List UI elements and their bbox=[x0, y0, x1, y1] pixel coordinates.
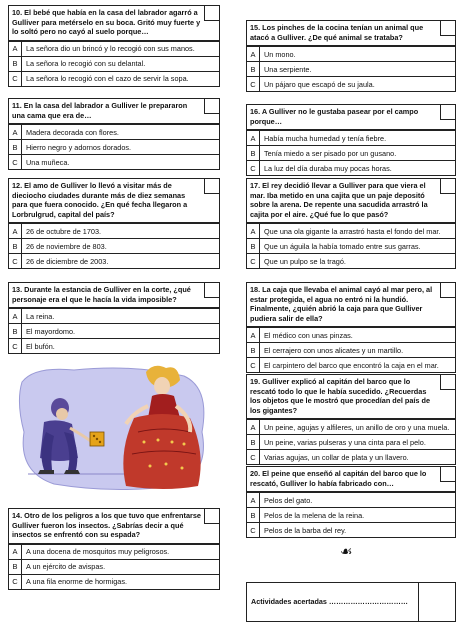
question-14 bbox=[8, 508, 220, 590]
option-letter: B bbox=[247, 62, 260, 76]
option-text: Una serpiente. bbox=[264, 64, 312, 74]
question-11 bbox=[8, 98, 220, 170]
option-letter: C bbox=[9, 339, 22, 353]
option-b[interactable] bbox=[247, 61, 455, 76]
question-12 bbox=[8, 178, 220, 269]
answer-box[interactable] bbox=[440, 467, 455, 482]
option-text: Pelos del gato. bbox=[264, 495, 313, 505]
answer-box[interactable] bbox=[204, 99, 219, 114]
question-10 bbox=[8, 5, 220, 87]
option-text: Tenía miedo a ser pisado por un gusano. bbox=[264, 148, 397, 158]
answer-box[interactable] bbox=[204, 6, 219, 21]
option-text: 26 de diciembre de 2003. bbox=[26, 256, 109, 266]
option-text: El carpintero del barco que encontró la caja en el mar. bbox=[264, 360, 439, 370]
option-b[interactable] bbox=[247, 507, 455, 522]
score-box bbox=[246, 582, 456, 622]
answer-box[interactable] bbox=[204, 179, 219, 194]
option-text: La reina. bbox=[26, 311, 55, 321]
option-text: Una muñeca. bbox=[26, 157, 70, 167]
option-letter: A bbox=[9, 125, 22, 139]
option-letter: A bbox=[247, 328, 260, 342]
option-letter: B bbox=[9, 560, 22, 574]
option-letter: B bbox=[9, 324, 22, 338]
option-b[interactable] bbox=[247, 145, 455, 160]
option-c[interactable] bbox=[9, 338, 219, 353]
option-text: Hierro negro y adornos dorados. bbox=[26, 142, 132, 152]
option-c[interactable] bbox=[247, 357, 455, 372]
option-letter: B bbox=[247, 435, 260, 449]
option-letter: A bbox=[247, 131, 260, 145]
option-a[interactable] bbox=[247, 46, 455, 61]
option-text: La señora dio un brincó y lo recogió con sus manos. bbox=[26, 44, 195, 54]
option-text: La señora lo recogió con el cazo de servir la sopa. bbox=[26, 74, 189, 84]
answer-box[interactable] bbox=[204, 509, 219, 524]
answer-box[interactable] bbox=[440, 283, 455, 298]
option-letter: C bbox=[247, 450, 260, 464]
option-b[interactable] bbox=[247, 434, 455, 449]
option-text: Un peine, agujas y alfileres, un anillo de oro y una muela. bbox=[264, 422, 450, 432]
option-c[interactable] bbox=[247, 160, 455, 175]
question-20 bbox=[246, 466, 456, 538]
option-letter: C bbox=[247, 77, 260, 91]
option-c[interactable] bbox=[247, 253, 455, 268]
option-c[interactable] bbox=[9, 71, 219, 86]
option-text: A una fila enorme de hormigas. bbox=[26, 577, 127, 587]
option-c[interactable] bbox=[9, 154, 219, 169]
question-text: 17. El rey decidió llevar a Gulliver para que viera el mar. Iba metido en una cajita que un paje depositó sobre la arena. De repente una sacudida arrastró la cajita por el aire. ¿Qué fue lo que pasó? bbox=[247, 179, 455, 223]
option-text: Un pájaro que escapó de su jaula. bbox=[264, 79, 375, 89]
option-letter: B bbox=[247, 146, 260, 160]
option-b[interactable] bbox=[247, 342, 455, 357]
option-c[interactable] bbox=[9, 253, 219, 268]
option-letter: C bbox=[9, 72, 22, 86]
question-18 bbox=[246, 282, 456, 373]
option-text: 26 de noviembre de 803. bbox=[26, 241, 107, 251]
option-b[interactable] bbox=[9, 238, 219, 253]
option-b[interactable] bbox=[9, 139, 219, 154]
answer-box[interactable] bbox=[440, 179, 455, 194]
option-text: A un ejército de avispas. bbox=[26, 562, 106, 572]
answer-box[interactable] bbox=[440, 375, 455, 390]
option-text: Varias agujas, un collar de plata y un llavero. bbox=[264, 452, 409, 462]
option-text: Un peine, varias pulseras y una cinta para el pelo. bbox=[264, 437, 426, 447]
option-a[interactable] bbox=[247, 223, 455, 238]
option-letter: A bbox=[9, 545, 22, 559]
option-text: El mayordomo. bbox=[26, 326, 76, 336]
dice-cube bbox=[90, 432, 104, 446]
option-letter: B bbox=[247, 239, 260, 253]
option-a[interactable] bbox=[247, 130, 455, 145]
option-letter: C bbox=[247, 161, 260, 175]
question-17 bbox=[246, 178, 456, 269]
option-letter: A bbox=[9, 309, 22, 323]
option-a[interactable] bbox=[247, 419, 455, 434]
option-a[interactable] bbox=[247, 327, 455, 342]
question-text: 15. Los pinches de la cocina tenían un animal que atacó a Gulliver. ¿De qué animal se trataba? bbox=[247, 21, 455, 46]
question-text: 10. El bebé que había en la casa del labrador agarró a Gulliver para metérselo en su boca. Gritó muy fuerte y lo soltó pero no cayó al suelo porque… bbox=[9, 6, 219, 41]
question-16 bbox=[246, 104, 456, 176]
option-a[interactable] bbox=[247, 492, 455, 507]
question-text: 19. Gulliver explicó al capitán del barco que lo rescató todo lo que le había sucedido. ¿Recuerdas los objetos que le mostró que procedían del país de los gigantes? bbox=[247, 375, 455, 419]
option-c[interactable] bbox=[247, 449, 455, 464]
option-c[interactable] bbox=[247, 522, 455, 537]
option-c[interactable] bbox=[247, 76, 455, 91]
option-b[interactable] bbox=[9, 56, 219, 71]
question-15 bbox=[246, 20, 456, 92]
option-a[interactable] bbox=[9, 124, 219, 139]
option-text: Que un águila la había tomado entre sus garras. bbox=[264, 241, 421, 251]
question-text: 20. El peine que enseñó al capitán del barco que lo rescató, Gulliver lo había fabricado con… bbox=[247, 467, 455, 492]
question-13 bbox=[8, 282, 220, 354]
answer-box[interactable] bbox=[440, 21, 455, 36]
option-letter: B bbox=[9, 239, 22, 253]
answer-box[interactable] bbox=[440, 105, 455, 120]
option-letter: B bbox=[247, 343, 260, 357]
question-text: 11. En la casa del labrador a Gulliver le prepararon una cama que era de… bbox=[9, 99, 219, 124]
option-letter: A bbox=[9, 42, 22, 56]
option-text: Madera decorada con flores. bbox=[26, 127, 119, 137]
option-text: Un mono. bbox=[264, 49, 296, 59]
option-letter: C bbox=[9, 254, 22, 268]
option-letter: A bbox=[247, 420, 260, 434]
option-letter: B bbox=[247, 508, 260, 522]
option-c[interactable] bbox=[9, 574, 219, 589]
option-letter: C bbox=[247, 358, 260, 372]
option-b[interactable] bbox=[9, 559, 219, 574]
option-b[interactable] bbox=[247, 238, 455, 253]
question-text: 16. A Gulliver no le gustaba pasear por el campo porque… bbox=[247, 105, 455, 130]
option-text: La señora lo recogió con su delantal. bbox=[26, 59, 146, 69]
option-letter: B bbox=[9, 57, 22, 71]
option-letter: A bbox=[247, 47, 260, 61]
gulliver-illustration bbox=[14, 362, 214, 494]
option-text: Pelos de la melena de la reina. bbox=[264, 510, 365, 520]
option-text: El bufón. bbox=[26, 341, 55, 351]
option-text: Que una ola gigante la arrastró hasta el fondo del mar. bbox=[264, 226, 441, 236]
question-text: 12. El amo de Gulliver lo llevó a visitar más de dieciocho ciudades durante más de diez semanas para que fuera conocido. ¿En qué fecha llegaron a Lorbrulgrud, capital del país? bbox=[9, 179, 219, 223]
option-a[interactable] bbox=[9, 223, 219, 238]
option-text: A una docena de mosquitos muy peligrosos. bbox=[26, 547, 170, 557]
option-letter: A bbox=[9, 224, 22, 238]
option-text: Había mucha humedad y tenía fiebre. bbox=[264, 133, 387, 143]
answer-box[interactable] bbox=[204, 283, 219, 298]
option-a[interactable] bbox=[9, 41, 219, 56]
flourish-ornament: ☙ bbox=[340, 544, 353, 560]
score-input-box[interactable] bbox=[418, 583, 455, 621]
option-letter: C bbox=[9, 155, 22, 169]
option-letter: C bbox=[247, 254, 260, 268]
option-a[interactable] bbox=[9, 308, 219, 323]
question-19 bbox=[246, 374, 456, 465]
option-text: El médico con unas pinzas. bbox=[264, 330, 353, 340]
option-b[interactable] bbox=[9, 323, 219, 338]
question-text: 18. La caja que llevaba el animal cayó al mar pero, al estar protegida, el agua no entró ni la hundió. Finalmente, ¿quién abrió la caja para que Gulliver pudiera salir de ella? bbox=[247, 283, 455, 327]
option-letter: B bbox=[9, 140, 22, 154]
option-text: El cerrajero con unos alicates y un martillo. bbox=[264, 345, 404, 355]
option-letter: C bbox=[247, 523, 260, 537]
question-text: 14. Otro de los peligros a los que tuvo que enfrentarse Gulliver fueron los insectos. ¿Sabrías decir a qué insectos se enfrentó con su espada? bbox=[9, 509, 219, 544]
option-a[interactable] bbox=[9, 544, 219, 559]
score-label: Actividades acertadas …………………………… bbox=[251, 597, 408, 606]
option-text: La luz del día duraba muy pocas horas. bbox=[264, 163, 392, 173]
question-text: 13. Durante la estancia de Gulliver en la corte, ¿qué personaje era el que le hacía la vida imposible? bbox=[9, 283, 219, 308]
option-letter: A bbox=[247, 493, 260, 507]
option-letter: C bbox=[9, 575, 22, 589]
option-letter: A bbox=[247, 224, 260, 238]
option-text: 26 de octubre de 1703. bbox=[26, 226, 102, 236]
option-text: Pelos de la barba del rey. bbox=[264, 525, 347, 535]
option-text: Que un pulpo se la tragó. bbox=[264, 256, 346, 266]
